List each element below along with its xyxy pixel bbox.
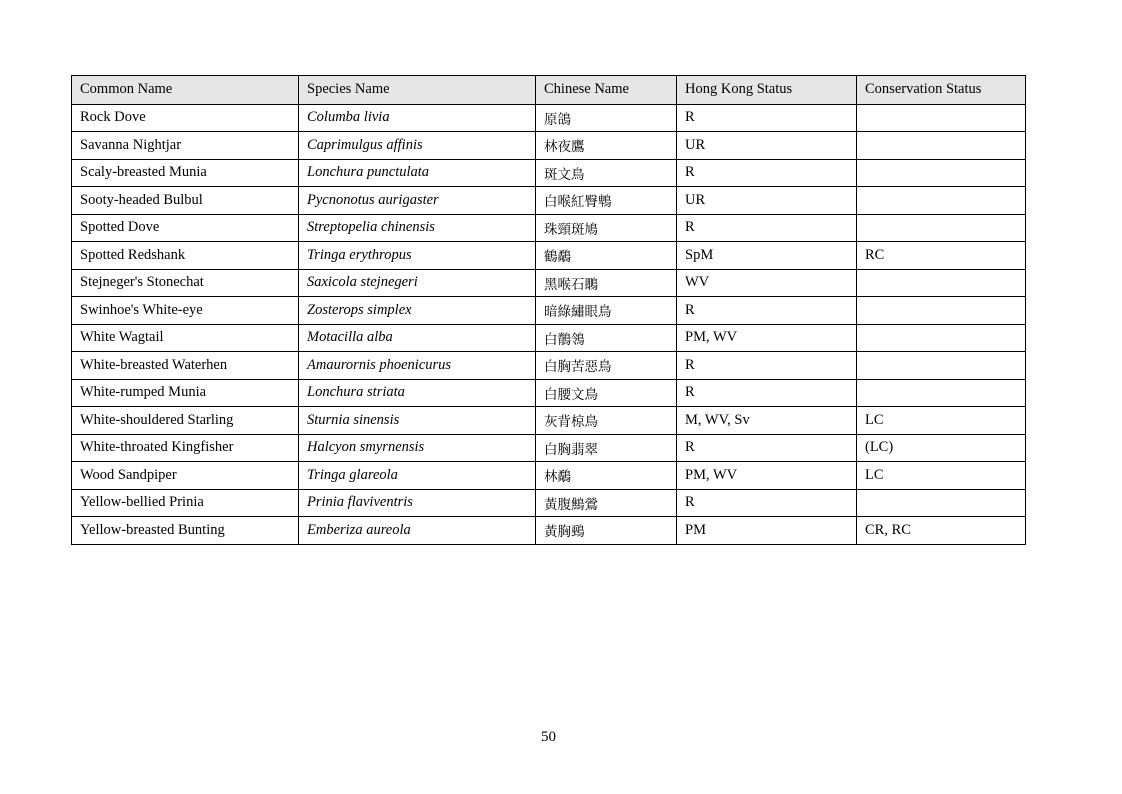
chinese-name-cell: 白腰文鳥 (536, 379, 677, 407)
hk-status-cell: R (677, 159, 857, 187)
chinese-name-cell: 暗綠繡眼鳥 (536, 297, 677, 325)
common-name-cell: Spotted Redshank (72, 242, 299, 270)
common-name-cell: Stejneger's Stonechat (72, 269, 299, 297)
common-name-cell: White-throated Kingfisher (72, 434, 299, 462)
table-row (72, 407, 1026, 435)
conservation-status-cell: LC (857, 407, 1026, 435)
species-name-cell: Amaurornis phoenicurus (299, 352, 536, 380)
conservation-status-cell (857, 379, 1026, 407)
conservation-status-cell (857, 214, 1026, 242)
conservation-status-cell: RC (857, 242, 1026, 270)
chinese-name-cell: 林夜鷹 (536, 132, 677, 160)
species-name-cell: Caprimulgus affinis (299, 132, 536, 160)
conservation-status-cell (857, 104, 1026, 132)
species-name-cell: Motacilla alba (299, 324, 536, 352)
chinese-name-cell: 鶴鷸 (536, 242, 677, 270)
species-name-cell: Lonchura punctulata (299, 159, 536, 187)
common-name-cell: White-rumped Munia (72, 379, 299, 407)
header-conservation-status: Conservation Status (857, 76, 1026, 105)
hk-status-cell: R (677, 297, 857, 325)
table-row (72, 297, 1026, 325)
common-name-cell: White-shouldered Starling (72, 407, 299, 435)
species-name-cell: Prinia flaviventris (299, 489, 536, 517)
species-name-cell: Emberiza aureola (299, 517, 536, 545)
conservation-status-cell (857, 489, 1026, 517)
conservation-status-cell (857, 324, 1026, 352)
common-name-cell: White Wagtail (72, 324, 299, 352)
conservation-status-cell (857, 132, 1026, 160)
conservation-status-cell (857, 297, 1026, 325)
hk-status-cell: R (677, 104, 857, 132)
page-number: 50 (541, 729, 556, 745)
hk-status-cell: PM, WV (677, 324, 857, 352)
header-hk-status: Hong Kong Status (677, 76, 857, 105)
conservation-status-cell (857, 187, 1026, 215)
table-row (72, 269, 1026, 297)
common-name-cell: Scaly-breasted Munia (72, 159, 299, 187)
chinese-name-cell: 白胸翡翠 (536, 434, 677, 462)
bird-species-table (71, 75, 1026, 545)
table-row (72, 187, 1026, 215)
species-name-cell: Pycnonotus aurigaster (299, 187, 536, 215)
hk-status-cell: R (677, 434, 857, 462)
conservation-status-cell (857, 352, 1026, 380)
hk-status-cell: M, WV, Sv (677, 407, 857, 435)
conservation-status-cell (857, 269, 1026, 297)
table-row (72, 434, 1026, 462)
chinese-name-cell: 白鶺鴒 (536, 324, 677, 352)
species-name-cell: Tringa glareola (299, 462, 536, 490)
common-name-cell: Spotted Dove (72, 214, 299, 242)
table-row (72, 489, 1026, 517)
species-name-cell: Columba livia (299, 104, 536, 132)
species-name-cell: Halcyon smyrnensis (299, 434, 536, 462)
hk-status-cell: R (677, 214, 857, 242)
common-name-cell: Yellow-breasted Bunting (72, 517, 299, 545)
chinese-name-cell: 灰背椋鳥 (536, 407, 677, 435)
table-row (72, 242, 1026, 270)
table-row (72, 324, 1026, 352)
chinese-name-cell: 斑文鳥 (536, 159, 677, 187)
table-header-row (72, 76, 1026, 105)
conservation-status-cell: (LC) (857, 434, 1026, 462)
common-name-cell: Sooty-headed Bulbul (72, 187, 299, 215)
hk-status-cell: R (677, 352, 857, 380)
chinese-name-cell: 白喉紅臀鵯 (536, 187, 677, 215)
chinese-name-cell: 黑喉石䳭 (536, 269, 677, 297)
table-row (72, 104, 1026, 132)
species-name-cell: Lonchura striata (299, 379, 536, 407)
common-name-cell: Wood Sandpiper (72, 462, 299, 490)
conservation-status-cell: CR, RC (857, 517, 1026, 545)
hk-status-cell: R (677, 489, 857, 517)
common-name-cell: Yellow-bellied Prinia (72, 489, 299, 517)
hk-status-cell: PM, WV (677, 462, 857, 490)
common-name-cell: Swinhoe's White-eye (72, 297, 299, 325)
chinese-name-cell: 原鴿 (536, 104, 677, 132)
hk-status-cell: WV (677, 269, 857, 297)
common-name-cell: Rock Dove (72, 104, 299, 132)
chinese-name-cell: 黃腹鷦鶯 (536, 489, 677, 517)
species-name-cell: Zosterops simplex (299, 297, 536, 325)
species-name-cell: Sturnia sinensis (299, 407, 536, 435)
table-row (72, 352, 1026, 380)
species-name-cell: Saxicola stejnegeri (299, 269, 536, 297)
hk-status-cell: UR (677, 132, 857, 160)
table-row (72, 379, 1026, 407)
species-name-cell: Tringa erythropus (299, 242, 536, 270)
hk-status-cell: R (677, 379, 857, 407)
table-row (72, 132, 1026, 160)
header-common-name: Common Name (72, 76, 299, 105)
table-row (72, 214, 1026, 242)
chinese-name-cell: 白胸苦惡鳥 (536, 352, 677, 380)
header-chinese-name: Chinese Name (536, 76, 677, 105)
conservation-status-cell: LC (857, 462, 1026, 490)
header-species-name: Species Name (299, 76, 536, 105)
table-row (72, 462, 1026, 490)
common-name-cell: Savanna Nightjar (72, 132, 299, 160)
hk-status-cell: PM (677, 517, 857, 545)
hk-status-cell: UR (677, 187, 857, 215)
table-row (72, 159, 1026, 187)
conservation-status-cell (857, 159, 1026, 187)
hk-status-cell: SpM (677, 242, 857, 270)
chinese-name-cell: 黃胸鵐 (536, 517, 677, 545)
chinese-name-cell: 珠頸斑鳩 (536, 214, 677, 242)
common-name-cell: White-breasted Waterhen (72, 352, 299, 380)
chinese-name-cell: 林鷸 (536, 462, 677, 490)
table-row (72, 517, 1026, 545)
species-name-cell: Streptopelia chinensis (299, 214, 536, 242)
